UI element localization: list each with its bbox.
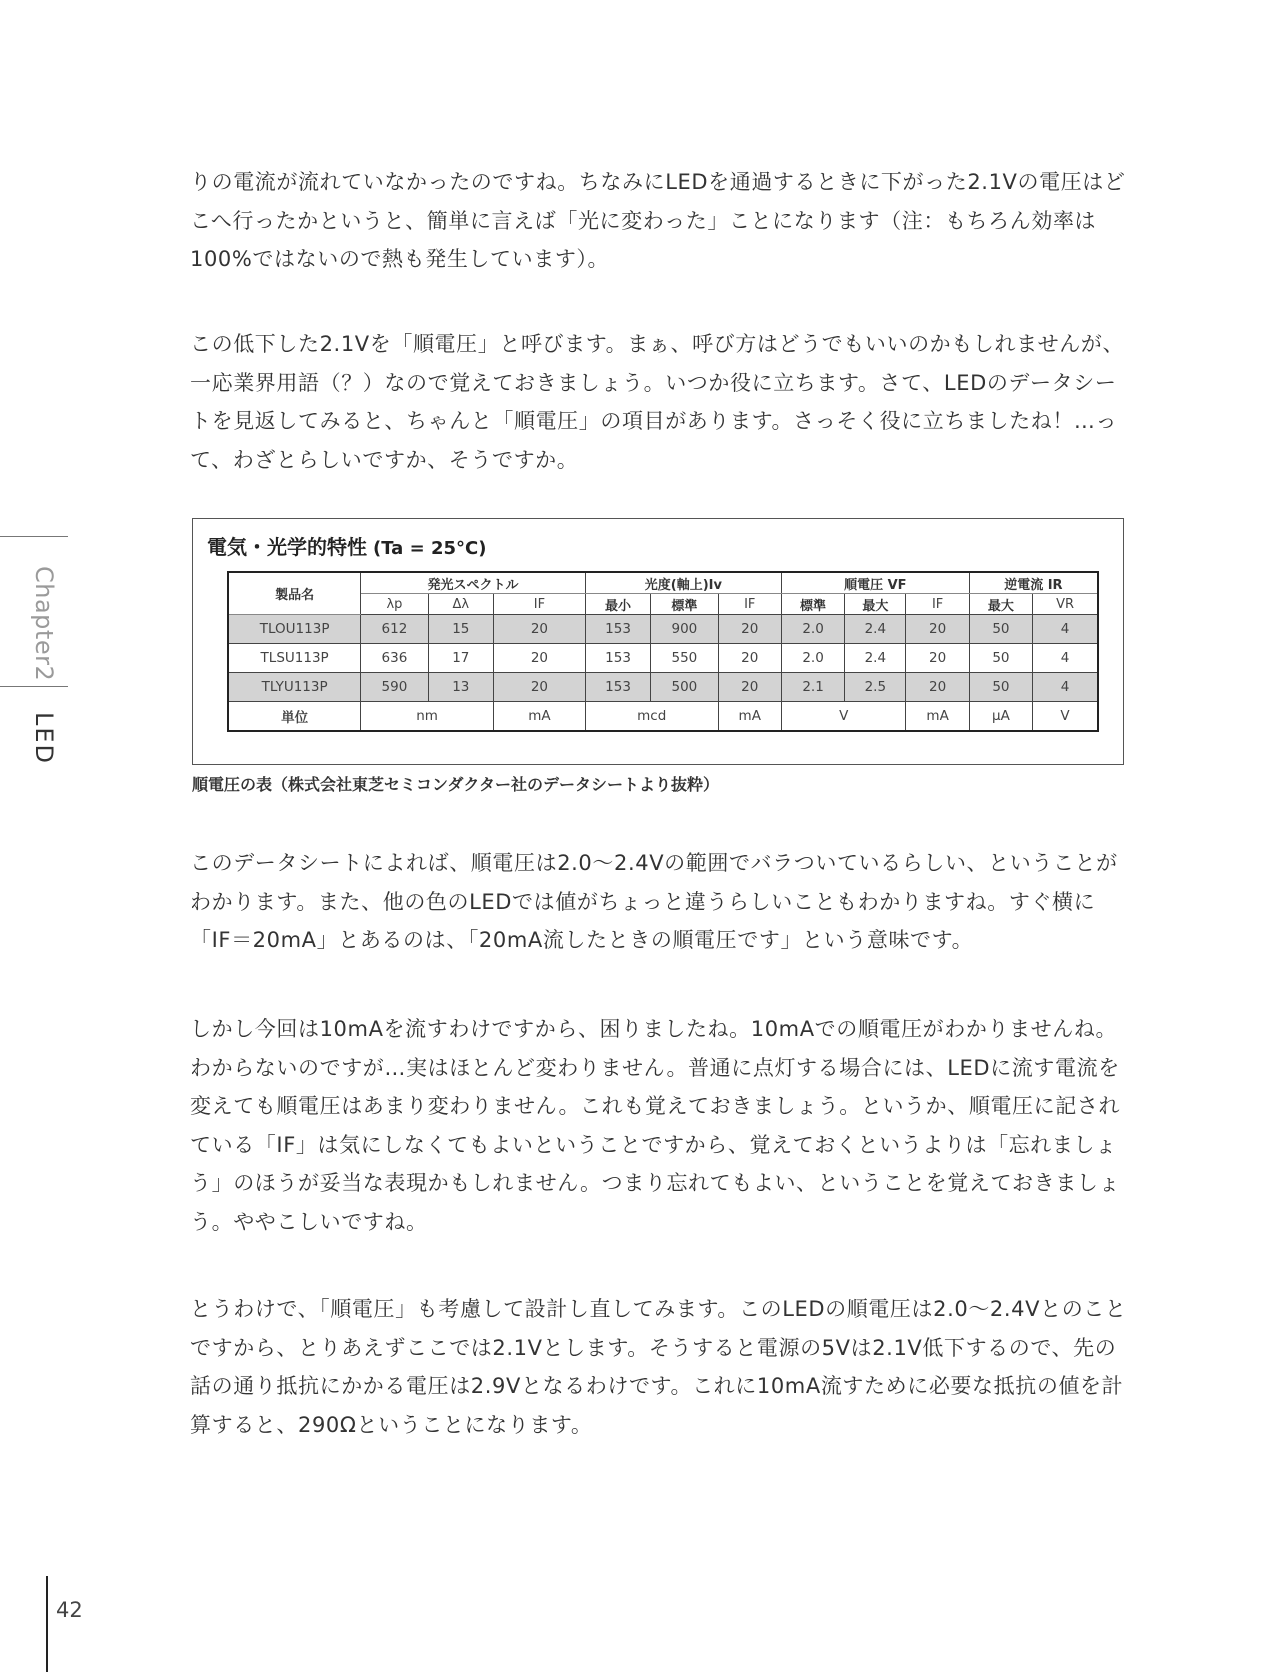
header-forward-voltage: 順電圧 VF — [781, 572, 969, 594]
side-divider-middle — [0, 686, 68, 687]
table-title-text: 電気・光学的特性 — [207, 535, 367, 559]
table-cell: 612 — [361, 615, 428, 644]
table-cell: 2.0 — [781, 615, 844, 644]
table-cell: 2.0 — [781, 644, 844, 673]
unit-cell: mA — [718, 702, 781, 732]
table-cell: 20 — [906, 673, 969, 702]
header-sub: Δλ — [428, 594, 493, 615]
table-cell: 17 — [428, 644, 493, 673]
header-sub: 最大 — [845, 594, 906, 615]
table-cell: 2.5 — [845, 673, 906, 702]
table-header-row-1 — [228, 572, 1098, 594]
table-cell: 20 — [493, 673, 585, 702]
table-cell: 20 — [906, 644, 969, 673]
table-condition: (Ta = 25°C) — [373, 538, 487, 559]
table-title — [207, 531, 486, 560]
table-row — [228, 615, 1098, 644]
unit-label: 単位 — [228, 702, 361, 732]
table-cell: 153 — [585, 615, 650, 644]
header-product: 製品名 — [228, 572, 361, 615]
paragraph-2 — [190, 325, 1130, 479]
paragraph-4 — [190, 1010, 1130, 1241]
header-sub: IF — [493, 594, 585, 615]
unit-cell: V — [781, 702, 906, 732]
product-name: TLOU113P — [228, 615, 361, 644]
unit-cell: V — [1033, 702, 1098, 732]
table-cell: 4 — [1033, 615, 1098, 644]
table-cell: 590 — [361, 673, 428, 702]
header-sub: 最小 — [585, 594, 650, 615]
header-sub: 最大 — [969, 594, 1032, 615]
spec-table-box — [192, 518, 1124, 765]
table-cell: 500 — [651, 673, 718, 702]
header-sub: IF — [906, 594, 969, 615]
header-sub: λp — [361, 594, 428, 615]
paragraph-text: とうわけで、「順電圧」も考慮して設計し直してみます。このLEDの順電圧は2.0〜2.4Vとのことですから、とりあえずここでは2.1Vとします。そうすると電源の5Vは2.1V低下するので、先の話の通り抵抗にかかる電圧は2.9Vとなるわけです。これに10mA流すために必要な抵抗の値を計算すると、290Ωということになります。 — [190, 1297, 1127, 1437]
paragraph-1 — [190, 163, 1130, 279]
header-reverse-current: 逆電流 IR — [969, 572, 1098, 594]
table-cell: 2.4 — [845, 615, 906, 644]
section-label: LED — [30, 712, 58, 766]
paragraph-5 — [190, 1290, 1130, 1444]
paragraph-3 — [190, 844, 1130, 960]
table-row — [228, 673, 1098, 702]
header-spectrum: 発光スペクトル — [361, 572, 586, 594]
unit-cell: mA — [906, 702, 969, 732]
table-cell: 20 — [493, 615, 585, 644]
table-cell: 2.1 — [781, 673, 844, 702]
table-cell: 20 — [493, 644, 585, 673]
table-unit-row — [228, 702, 1098, 732]
chapter-label: Chapter2 — [30, 566, 58, 682]
table-row — [228, 644, 1098, 673]
paragraph-text: しかし今回は10mAを流すわけですから、困りましたね。10mAでの順電圧がわかりませんね。わからないのですが…実はほとんど変わりません。普通に点灯する場合には、LEDに流す電流を変えても順電圧はあまり変わりません。これも覚えておきましょう。というか、順電圧に記されている「IF」は気にしなくてもよいということですから、覚えておくというよりは「忘れましょう」のほうが妥当な表現かもしれません。つまり忘れてもよい、ということを覚えておきましょう。ややこしいですね。 — [190, 1017, 1121, 1234]
header-luminous: 光度(軸上)Iv — [585, 572, 781, 594]
page-number: 42 — [56, 1598, 83, 1622]
table-cell: 50 — [969, 644, 1032, 673]
table-cell: 20 — [718, 615, 781, 644]
product-name: TLYU113P — [228, 673, 361, 702]
paragraph-text: このデータシートによれば、順電圧は2.0〜2.4Vの範囲でバラついているらしい、ということがわかります。また、他の色のLEDでは値がちょっと違うらしいこともわかりますね。すぐ横に「IF＝20mA」とあるのは、「20mA流したときの順電圧です」という意味です。 — [190, 851, 1118, 952]
table-cell: 50 — [969, 615, 1032, 644]
table-cell: 4 — [1033, 673, 1098, 702]
spec-table — [227, 571, 1099, 732]
page-number-bar — [46, 1576, 48, 1672]
unit-cell: nm — [361, 702, 494, 732]
table-cell: 636 — [361, 644, 428, 673]
side-divider-top — [0, 536, 68, 537]
table-cell: 900 — [651, 615, 718, 644]
header-sub: 標準 — [781, 594, 844, 615]
table-caption: 順電圧の表（株式会社東芝セミコンダクター社のデータシートより抜粋） — [192, 775, 720, 794]
table-cell: 20 — [718, 673, 781, 702]
table-cell: 20 — [718, 644, 781, 673]
paragraph-text: この低下した2.1Vを「順電圧」と呼びます。まぁ、呼び方はどうでもいいのかもしれませんが、一応業界用語（？）なので覚えておきましょう。いつか役に立ちます。さて、LEDのデータシートを見返してみると、ちゃんと「順電圧」の項目があります。さっそく役に立ちましたね！…って、わざとらしいですか、そうですか。 — [190, 332, 1125, 472]
table-cell: 153 — [585, 644, 650, 673]
table-cell: 50 — [969, 673, 1032, 702]
table-cell: 2.4 — [845, 644, 906, 673]
paragraph-text: りの電流が流れていなかったのですね。ちなみにLEDを通過するときに下がった2.1Vの電圧はどこへ行ったかというと、簡単に言えば「光に変わった」ことになります（注：もちろん効率は100%ではないので熱も発生しています）。 — [190, 170, 1126, 271]
table-cell: 4 — [1033, 644, 1098, 673]
unit-cell: mcd — [585, 702, 718, 732]
table-cell: 15 — [428, 615, 493, 644]
header-sub: IF — [718, 594, 781, 615]
table-cell: 20 — [906, 615, 969, 644]
product-name: TLSU113P — [228, 644, 361, 673]
table-cell: 550 — [651, 644, 718, 673]
header-sub: 標準 — [651, 594, 718, 615]
header-sub: VR — [1033, 594, 1098, 615]
unit-cell: μA — [969, 702, 1032, 732]
unit-cell: mA — [493, 702, 585, 732]
table-cell: 13 — [428, 673, 493, 702]
table-cell: 153 — [585, 673, 650, 702]
